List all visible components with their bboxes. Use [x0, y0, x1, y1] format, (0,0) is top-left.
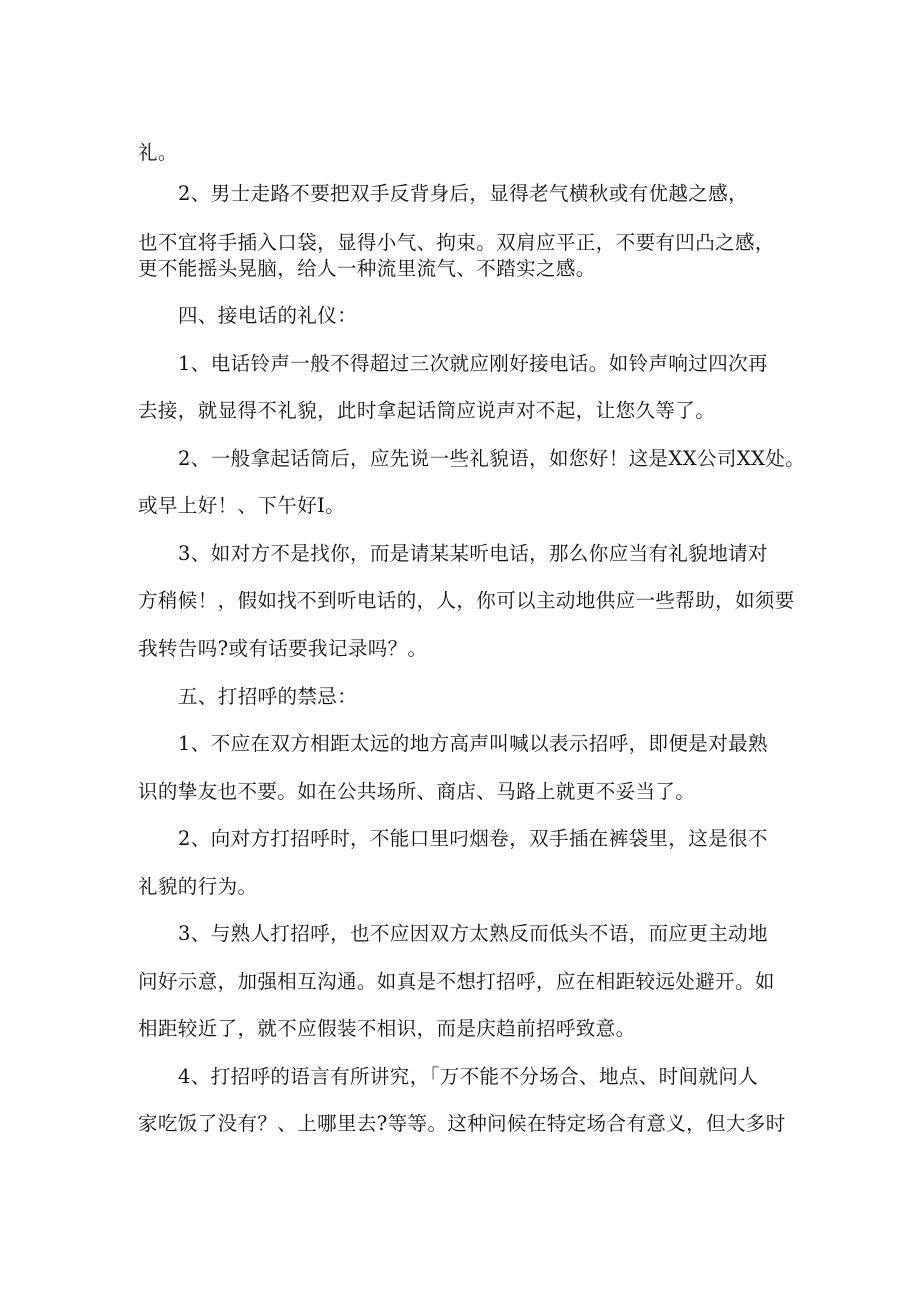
- paragraph-line: 礼貌的行为。: [138, 875, 258, 898]
- paragraph-line: 也不宜将手插入口袋，显得小气、拘束。双肩应平正，不要有凹凸之感，: [138, 231, 775, 254]
- section-heading: 四、接电话的礼仪：: [178, 304, 358, 327]
- paragraph-line: 4、打招呼的语言有所讲究，「万不能不分场合、地点、时间就问人: [178, 1065, 759, 1088]
- paragraph-line: 2、向对方打招呼时，不能口里叼烟卷，双手插在裤袋里，这是很不: [178, 827, 768, 850]
- paragraph-line: 1、不应在双方相距太远的地方高声叫喊以表示招呼，即便是对最熟: [178, 732, 768, 755]
- paragraph-line: 3、与熟人打招呼，也不应因双方太熟反而低头不语，而应更主动地: [178, 922, 768, 945]
- paragraph-line: 我转告吗?或有话要我记录吗？。: [138, 637, 428, 660]
- paragraph-line: 或早上好！、下午好I。: [138, 494, 346, 517]
- paragraph-line: 2、男士走路不要把双手反背身后，显得老气横秋或有优越之感，: [178, 182, 749, 205]
- section-heading: 五、打招呼的禁忌：: [178, 685, 358, 708]
- paragraph-line: 礼。: [138, 141, 178, 164]
- paragraph-line: 3、如对方不是找你，而是请某某听电话，那么你应当有礼貌地请对: [178, 542, 768, 565]
- paragraph-line: 相距较近了，就不应假装不相识，而是庆趋前招呼致意。: [138, 1017, 636, 1040]
- paragraph-line: 去接，就显得不礼貌，此时拿起话筒应说声对不起，让您久等了。: [138, 399, 716, 422]
- paragraph-line: 问好示意，加强相互沟通。如真是不想打招呼，应在相距较远处避开。如: [138, 970, 775, 993]
- paragraph-line: 识的挚友也不要。如在公共场所、商店、马路上就更不妥当了。: [138, 780, 696, 803]
- paragraph-line: 更不能摇头晃脑，给人一种流里流气、不踏实之感。: [138, 257, 596, 280]
- paragraph-line: 2、一般拿起话筒后，应先说一些礼貌语，如您好！这是XX公司XX处。: [178, 447, 806, 470]
- paragraph-line: 家吃饭了没有？、上哪里去?等等。这种问候在特定场合有意义，但大多时: [138, 1112, 786, 1135]
- paragraph-line: 1、电话铃声一般不得超过三次就应刚好接电话。如铃声响过四次再: [178, 352, 768, 375]
- paragraph-line: 方稍候！，假如找不到听电话的，人，你可以主动地供应一些帮助，如须要: [138, 589, 795, 612]
